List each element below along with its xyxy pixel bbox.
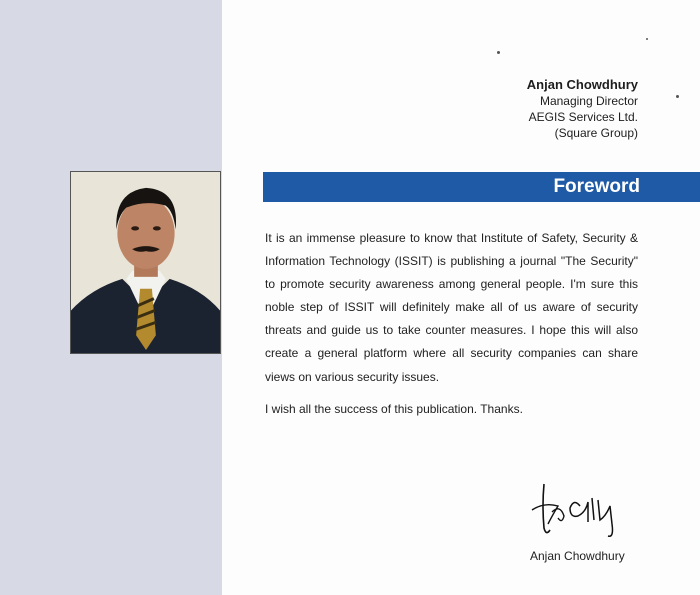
foreword-body — [265, 227, 638, 421]
author-title: Managing Director — [539, 94, 638, 108]
author-header — [527, 76, 638, 141]
author-portrait — [70, 171, 221, 354]
foreword-paragraph: It is an immense pleasure to know that Institute of Safety, Security & Information Technology (ISSIT) is publishing a journal "The Security" to promote security awareness among general people. I'm sure this noble step of ISSIT will definitely make all of us aware of security threats and guide us to take counter measures. I hope this will also create a general platform where all security companies can share views on various security issues. — [265, 231, 638, 384]
signature-name: Anjan Chowdhury — [530, 549, 625, 563]
author-group: (Square Group) — [554, 126, 638, 140]
print-speck — [497, 51, 500, 54]
author-name: Anjan Chowdhury — [526, 77, 638, 92]
print-speck — [646, 38, 648, 40]
print-speck — [676, 95, 679, 98]
foreword-closing: I wish all the success of this publication. Thanks. — [265, 401, 523, 416]
handwritten-signature — [530, 476, 622, 542]
author-company: AEGIS Services Ltd. — [528, 110, 638, 124]
section-banner — [263, 172, 700, 202]
section-title: Foreword — [553, 176, 640, 197]
